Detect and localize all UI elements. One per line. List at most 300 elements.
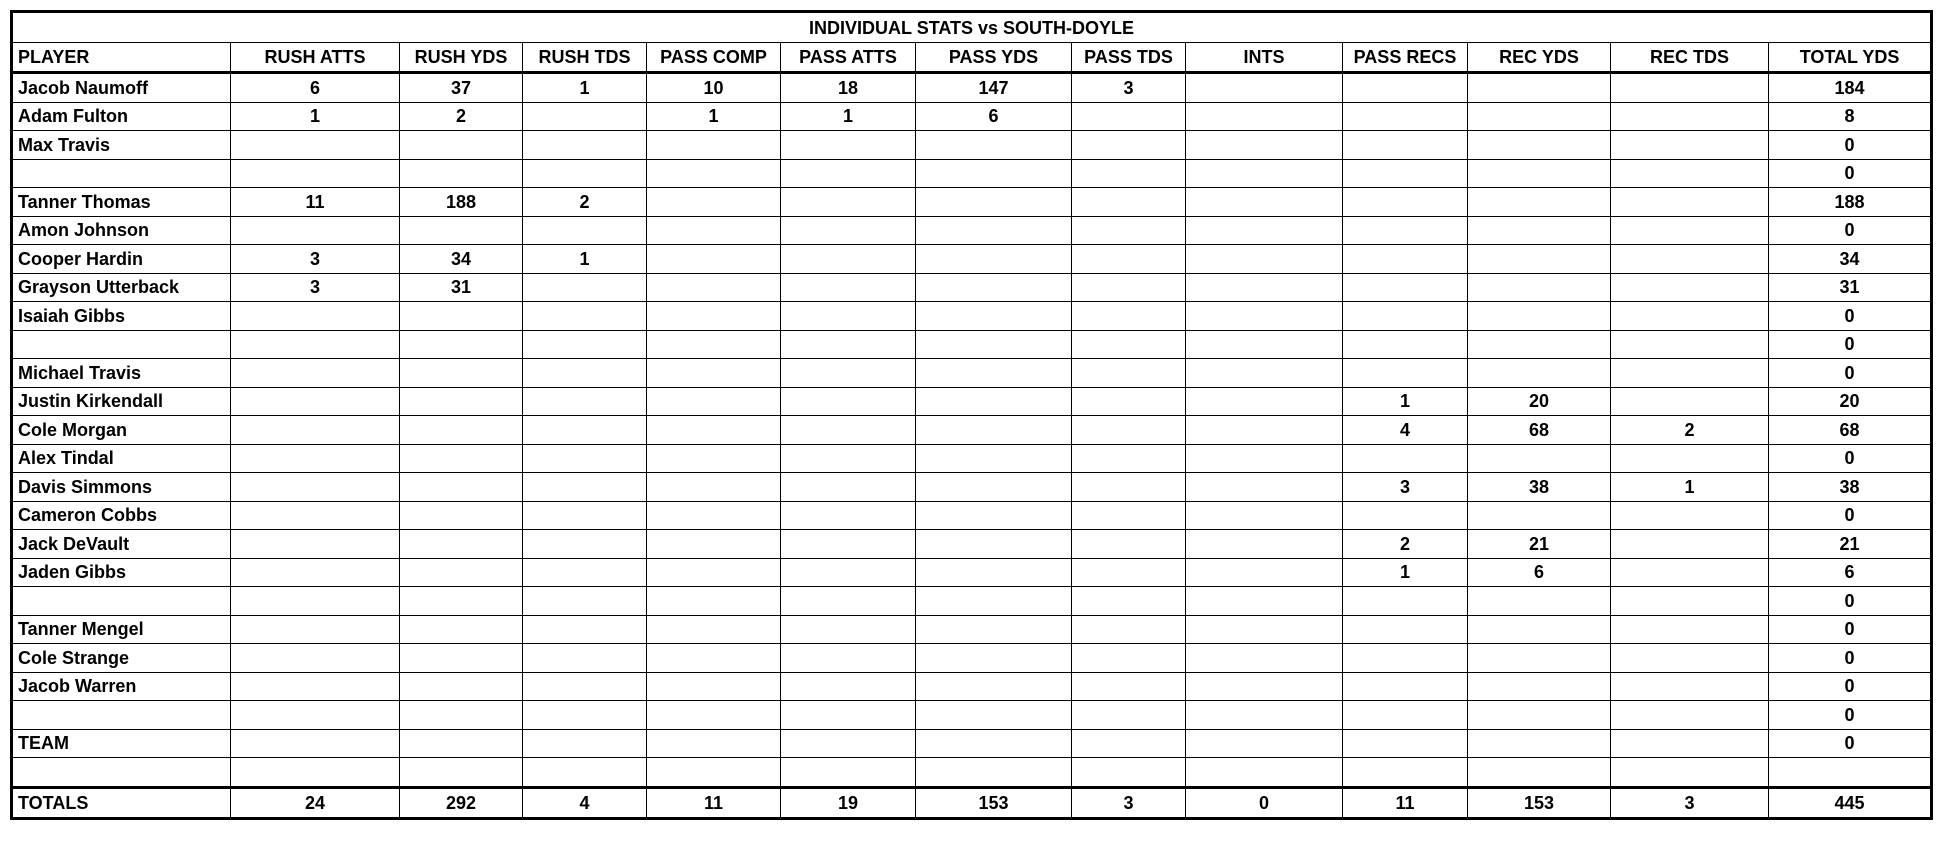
pass-yds-cell — [916, 302, 1072, 331]
total-yds-cell: 21 — [1769, 530, 1932, 559]
rush-yds-cell — [400, 558, 523, 587]
column-header-rush-yds: RUSH YDS — [400, 43, 523, 73]
rec-yds-cell — [1468, 359, 1611, 388]
column-header-rush-atts: RUSH ATTS — [231, 43, 400, 73]
pass-tds-cell — [1072, 102, 1186, 131]
pass-yds-cell — [916, 473, 1072, 502]
table-row — [12, 587, 1932, 616]
pass-atts-cell — [781, 644, 916, 673]
rush-yds-cell — [400, 416, 523, 445]
total-yds-cell: 0 — [1769, 701, 1932, 730]
total-yds-cell: 0 — [1769, 216, 1932, 245]
total-rush-yds-cell: 292 — [400, 787, 523, 818]
pass-atts-cell — [781, 729, 916, 758]
pass-recs-cell: 2 — [1343, 530, 1468, 559]
table-row — [12, 701, 1932, 730]
ints-cell — [1186, 73, 1343, 103]
pass-tds-cell — [1072, 245, 1186, 274]
rec-tds-cell — [1611, 73, 1769, 103]
rec-tds-cell — [1611, 615, 1769, 644]
rush-atts-cell — [231, 302, 400, 331]
rec-yds-cell — [1468, 245, 1611, 274]
pass-comp-cell — [647, 530, 781, 559]
rush-atts-cell: 3 — [231, 245, 400, 274]
rec-tds-cell — [1611, 672, 1769, 701]
rush-yds-cell: 31 — [400, 273, 523, 302]
pass-atts-cell — [781, 359, 916, 388]
pass-comp-cell — [647, 159, 781, 188]
ints-cell — [1186, 558, 1343, 587]
rec-yds-cell — [1468, 73, 1611, 103]
pass-atts-cell: 1 — [781, 102, 916, 131]
pass-recs-cell — [1343, 102, 1468, 131]
rush-atts-cell — [231, 758, 400, 788]
pass-atts-cell — [781, 330, 916, 359]
column-header-row — [12, 43, 1932, 73]
rec-yds-cell — [1468, 587, 1611, 616]
pass-atts-cell — [781, 273, 916, 302]
ints-cell — [1186, 501, 1343, 530]
rec-yds-cell — [1468, 159, 1611, 188]
rush-atts-cell — [231, 729, 400, 758]
rush-atts-cell: 6 — [231, 73, 400, 103]
total-yds-cell: 31 — [1769, 273, 1932, 302]
pass-yds-cell — [916, 416, 1072, 445]
total-yds-cell: 34 — [1769, 245, 1932, 274]
ints-cell — [1186, 387, 1343, 416]
column-header-rush-tds: RUSH TDS — [523, 43, 647, 73]
pass-tds-cell — [1072, 387, 1186, 416]
total-yds-cell: 68 — [1769, 416, 1932, 445]
pass-yds-cell — [916, 701, 1072, 730]
ints-cell — [1186, 302, 1343, 331]
rush-atts-cell — [231, 530, 400, 559]
rush-tds-cell — [523, 729, 647, 758]
rec-yds-cell — [1468, 501, 1611, 530]
pass-yds-cell — [916, 273, 1072, 302]
stats-table — [10, 10, 1933, 820]
pass-comp-cell — [647, 216, 781, 245]
rec-tds-cell: 1 — [1611, 473, 1769, 502]
pass-atts-cell — [781, 387, 916, 416]
pass-comp-cell — [647, 416, 781, 445]
pass-comp-cell: 1 — [647, 102, 781, 131]
column-header-total-yds: TOTAL YDS — [1769, 43, 1932, 73]
rec-tds-cell — [1611, 102, 1769, 131]
pass-atts-cell — [781, 159, 916, 188]
pass-recs-cell — [1343, 758, 1468, 788]
rush-atts-cell — [231, 615, 400, 644]
rec-yds-cell — [1468, 302, 1611, 331]
pass-recs-cell — [1343, 444, 1468, 473]
pass-tds-cell — [1072, 302, 1186, 331]
pass-comp-cell — [647, 672, 781, 701]
pass-comp-cell — [647, 188, 781, 217]
pass-tds-cell — [1072, 558, 1186, 587]
rec-tds-cell — [1611, 302, 1769, 331]
player-name-cell: Amon Johnson — [12, 216, 231, 245]
pass-yds-cell — [916, 387, 1072, 416]
total-yds-cell: 8 — [1769, 102, 1932, 131]
rush-atts-cell: 11 — [231, 188, 400, 217]
total-yds-cell: 0 — [1769, 330, 1932, 359]
rec-yds-cell — [1468, 131, 1611, 160]
rec-tds-cell — [1611, 359, 1769, 388]
pass-tds-cell — [1072, 188, 1186, 217]
pass-recs-cell — [1343, 359, 1468, 388]
pass-recs-cell — [1343, 73, 1468, 103]
pass-recs-cell — [1343, 273, 1468, 302]
pass-atts-cell — [781, 473, 916, 502]
rush-tds-cell — [523, 216, 647, 245]
rush-atts-cell — [231, 159, 400, 188]
total-yds-cell: 0 — [1769, 302, 1932, 331]
total-yds-cell: 0 — [1769, 587, 1932, 616]
rec-yds-cell — [1468, 273, 1611, 302]
pass-tds-cell — [1072, 729, 1186, 758]
pass-tds-cell — [1072, 672, 1186, 701]
rush-yds-cell — [400, 444, 523, 473]
ints-cell — [1186, 644, 1343, 673]
rec-yds-cell: 38 — [1468, 473, 1611, 502]
rush-tds-cell — [523, 701, 647, 730]
column-header-pass-recs: PASS RECS — [1343, 43, 1468, 73]
rec-yds-cell — [1468, 102, 1611, 131]
pass-atts-cell — [781, 302, 916, 331]
rush-yds-cell: 2 — [400, 102, 523, 131]
rec-yds-cell — [1468, 644, 1611, 673]
total-rush-tds-cell: 4 — [523, 787, 647, 818]
total-rush-atts-cell: 24 — [231, 787, 400, 818]
total-rec-yds-cell: 153 — [1468, 787, 1611, 818]
pass-recs-cell — [1343, 501, 1468, 530]
pass-comp-cell: 10 — [647, 73, 781, 103]
pass-atts-cell — [781, 530, 916, 559]
rush-atts-cell — [231, 672, 400, 701]
table-row — [12, 216, 1932, 245]
pass-yds-cell — [916, 729, 1072, 758]
pass-comp-cell — [647, 615, 781, 644]
rush-atts-cell — [231, 216, 400, 245]
ints-cell — [1186, 216, 1343, 245]
ints-cell — [1186, 729, 1343, 758]
ints-cell — [1186, 188, 1343, 217]
table-row — [12, 473, 1932, 502]
player-name-cell: Jaden Gibbs — [12, 558, 231, 587]
rec-tds-cell — [1611, 159, 1769, 188]
rush-atts-cell — [231, 558, 400, 587]
pass-yds-cell — [916, 359, 1072, 388]
pass-comp-cell — [647, 587, 781, 616]
pass-yds-cell — [916, 615, 1072, 644]
total-total-yds-cell: 445 — [1769, 787, 1932, 818]
pass-comp-cell — [647, 273, 781, 302]
table-row — [12, 444, 1932, 473]
pass-recs-cell: 1 — [1343, 558, 1468, 587]
pass-recs-cell — [1343, 330, 1468, 359]
table-row — [12, 644, 1932, 673]
pass-tds-cell — [1072, 701, 1186, 730]
table-row — [12, 245, 1932, 274]
pass-recs-cell — [1343, 188, 1468, 217]
pass-atts-cell — [781, 758, 916, 788]
pass-yds-cell — [916, 330, 1072, 359]
rec-tds-cell — [1611, 216, 1769, 245]
column-header-pass-yds: PASS YDS — [916, 43, 1072, 73]
rush-atts-cell — [231, 701, 400, 730]
pass-yds-cell — [916, 672, 1072, 701]
table-row — [12, 73, 1932, 103]
rec-yds-cell: 20 — [1468, 387, 1611, 416]
total-yds-cell: 20 — [1769, 387, 1932, 416]
total-pass-atts-cell: 19 — [781, 787, 916, 818]
pass-comp-cell — [647, 473, 781, 502]
total-yds-cell: 184 — [1769, 73, 1932, 103]
rush-atts-cell — [231, 330, 400, 359]
rush-tds-cell — [523, 530, 647, 559]
rush-tds-cell — [523, 444, 647, 473]
pass-atts-cell — [781, 672, 916, 701]
pass-yds-cell — [916, 758, 1072, 788]
column-header-pass-tds: PASS TDS — [1072, 43, 1186, 73]
rush-yds-cell: 188 — [400, 188, 523, 217]
ints-cell — [1186, 473, 1343, 502]
player-name-cell — [12, 758, 231, 788]
pass-tds-cell — [1072, 216, 1186, 245]
ints-cell — [1186, 416, 1343, 445]
rush-yds-cell — [400, 672, 523, 701]
rush-atts-cell — [231, 387, 400, 416]
pass-tds-cell — [1072, 473, 1186, 502]
rush-tds-cell — [523, 330, 647, 359]
player-name-cell: Grayson Utterback — [12, 273, 231, 302]
pass-tds-cell — [1072, 530, 1186, 559]
ints-cell — [1186, 615, 1343, 644]
player-name-cell — [12, 330, 231, 359]
table-row — [12, 729, 1932, 758]
player-name-cell: Isaiah Gibbs — [12, 302, 231, 331]
rush-atts-cell — [231, 644, 400, 673]
column-header-rec-tds: REC TDS — [1611, 43, 1769, 73]
total-rec-tds-cell: 3 — [1611, 787, 1769, 818]
pass-comp-cell — [647, 359, 781, 388]
rush-tds-cell: 2 — [523, 188, 647, 217]
rush-tds-cell — [523, 558, 647, 587]
rec-tds-cell: 2 — [1611, 416, 1769, 445]
ints-cell — [1186, 701, 1343, 730]
total-pass-yds-cell: 153 — [916, 787, 1072, 818]
pass-atts-cell — [781, 558, 916, 587]
rush-yds-cell — [400, 729, 523, 758]
pass-yds-cell — [916, 245, 1072, 274]
rush-tds-cell — [523, 302, 647, 331]
rush-tds-cell — [523, 102, 647, 131]
table-row — [12, 273, 1932, 302]
pass-comp-cell — [647, 444, 781, 473]
pass-yds-cell — [916, 644, 1072, 673]
stats-sheet — [10, 10, 1930, 820]
pass-yds-cell — [916, 587, 1072, 616]
pass-tds-cell — [1072, 330, 1186, 359]
rush-yds-cell — [400, 216, 523, 245]
rush-atts-cell: 3 — [231, 273, 400, 302]
totals-row — [12, 787, 1932, 818]
pass-recs-cell — [1343, 701, 1468, 730]
pass-recs-cell — [1343, 245, 1468, 274]
pass-tds-cell — [1072, 758, 1186, 788]
rush-tds-cell — [523, 644, 647, 673]
rec-tds-cell — [1611, 758, 1769, 788]
pass-yds-cell — [916, 159, 1072, 188]
rec-tds-cell — [1611, 444, 1769, 473]
total-pass-recs-cell: 11 — [1343, 787, 1468, 818]
rush-atts-cell — [231, 501, 400, 530]
rec-yds-cell — [1468, 615, 1611, 644]
rec-tds-cell — [1611, 501, 1769, 530]
rec-tds-cell — [1611, 131, 1769, 160]
pass-recs-cell — [1343, 302, 1468, 331]
pass-tds-cell — [1072, 159, 1186, 188]
pass-comp-cell — [647, 758, 781, 788]
rush-yds-cell — [400, 473, 523, 502]
pass-recs-cell — [1343, 587, 1468, 616]
total-ints-cell: 0 — [1186, 787, 1343, 818]
pass-yds-cell — [916, 131, 1072, 160]
rush-tds-cell — [523, 387, 647, 416]
player-name-cell: Jacob Warren — [12, 672, 231, 701]
ints-cell — [1186, 330, 1343, 359]
ints-cell — [1186, 159, 1343, 188]
pass-recs-cell — [1343, 159, 1468, 188]
pass-recs-cell — [1343, 729, 1468, 758]
table-row — [12, 188, 1932, 217]
pass-comp-cell — [647, 558, 781, 587]
pass-recs-cell — [1343, 644, 1468, 673]
rush-yds-cell — [400, 387, 523, 416]
player-name-cell — [12, 159, 231, 188]
pass-atts-cell — [781, 131, 916, 160]
rec-yds-cell — [1468, 729, 1611, 758]
table-row — [12, 501, 1932, 530]
pass-atts-cell — [781, 416, 916, 445]
table-row — [12, 558, 1932, 587]
player-name-cell: Cooper Hardin — [12, 245, 231, 274]
table-row — [12, 359, 1932, 388]
ints-cell — [1186, 444, 1343, 473]
rush-yds-cell — [400, 587, 523, 616]
pass-comp-cell — [647, 302, 781, 331]
pass-tds-cell — [1072, 416, 1186, 445]
pass-yds-cell — [916, 216, 1072, 245]
column-header-pass-comp: PASS COMP — [647, 43, 781, 73]
total-pass-tds-cell: 3 — [1072, 787, 1186, 818]
player-name-cell: Max Travis — [12, 131, 231, 160]
total-yds-cell: 0 — [1769, 359, 1932, 388]
player-name-cell: Jack DeVault — [12, 530, 231, 559]
column-header-pass-atts: PASS ATTS — [781, 43, 916, 73]
pass-comp-cell — [647, 387, 781, 416]
rec-tds-cell — [1611, 587, 1769, 616]
pass-yds-cell — [916, 558, 1072, 587]
rush-yds-cell — [400, 615, 523, 644]
rec-yds-cell — [1468, 216, 1611, 245]
total-yds-cell: 0 — [1769, 615, 1932, 644]
rush-yds-cell — [400, 159, 523, 188]
player-name-cell: TEAM — [12, 729, 231, 758]
ints-cell — [1186, 530, 1343, 559]
pass-comp-cell — [647, 245, 781, 274]
table-row — [12, 416, 1932, 445]
rush-tds-cell — [523, 587, 647, 616]
player-name-cell: Adam Fulton — [12, 102, 231, 131]
total-yds-cell: 0 — [1769, 501, 1932, 530]
column-header-rec-yds: REC YDS — [1468, 43, 1611, 73]
rush-atts-cell — [231, 587, 400, 616]
table-row — [12, 615, 1932, 644]
totals-label: TOTALS — [12, 787, 231, 818]
total-yds-cell: 0 — [1769, 159, 1932, 188]
table-title: INDIVIDUAL STATS vs SOUTH-DOYLE — [12, 12, 1932, 43]
pass-recs-cell — [1343, 672, 1468, 701]
rush-tds-cell: 1 — [523, 73, 647, 103]
rush-tds-cell — [523, 416, 647, 445]
total-pass-comp-cell: 11 — [647, 787, 781, 818]
rush-tds-cell — [523, 473, 647, 502]
ints-cell — [1186, 273, 1343, 302]
pass-tds-cell — [1072, 587, 1186, 616]
rush-yds-cell — [400, 758, 523, 788]
column-header-player: PLAYER — [12, 43, 231, 73]
ints-cell — [1186, 758, 1343, 788]
table-row — [12, 758, 1932, 788]
total-yds-cell: 0 — [1769, 672, 1932, 701]
pass-recs-cell — [1343, 131, 1468, 160]
pass-tds-cell — [1072, 444, 1186, 473]
player-name-cell: Cameron Cobbs — [12, 501, 231, 530]
rec-tds-cell — [1611, 330, 1769, 359]
rush-yds-cell — [400, 359, 523, 388]
rush-yds-cell: 34 — [400, 245, 523, 274]
rush-yds-cell — [400, 501, 523, 530]
pass-tds-cell — [1072, 273, 1186, 302]
rec-tds-cell — [1611, 245, 1769, 274]
rec-yds-cell: 21 — [1468, 530, 1611, 559]
rush-tds-cell — [523, 615, 647, 644]
rush-tds-cell — [523, 359, 647, 388]
rush-tds-cell — [523, 758, 647, 788]
rec-yds-cell — [1468, 672, 1611, 701]
pass-comp-cell — [647, 501, 781, 530]
player-name-cell: Alex Tindal — [12, 444, 231, 473]
column-header-ints: INTS — [1186, 43, 1343, 73]
pass-recs-cell: 1 — [1343, 387, 1468, 416]
rush-yds-cell — [400, 701, 523, 730]
table-row — [12, 530, 1932, 559]
pass-tds-cell: 3 — [1072, 73, 1186, 103]
table-row — [12, 302, 1932, 331]
rec-yds-cell: 68 — [1468, 416, 1611, 445]
rec-tds-cell — [1611, 530, 1769, 559]
pass-yds-cell: 147 — [916, 73, 1072, 103]
player-name-cell: Davis Simmons — [12, 473, 231, 502]
table-row — [12, 672, 1932, 701]
total-yds-cell: 188 — [1769, 188, 1932, 217]
pass-tds-cell — [1072, 615, 1186, 644]
pass-recs-cell: 4 — [1343, 416, 1468, 445]
rec-tds-cell — [1611, 387, 1769, 416]
ints-cell — [1186, 245, 1343, 274]
pass-tds-cell — [1072, 501, 1186, 530]
